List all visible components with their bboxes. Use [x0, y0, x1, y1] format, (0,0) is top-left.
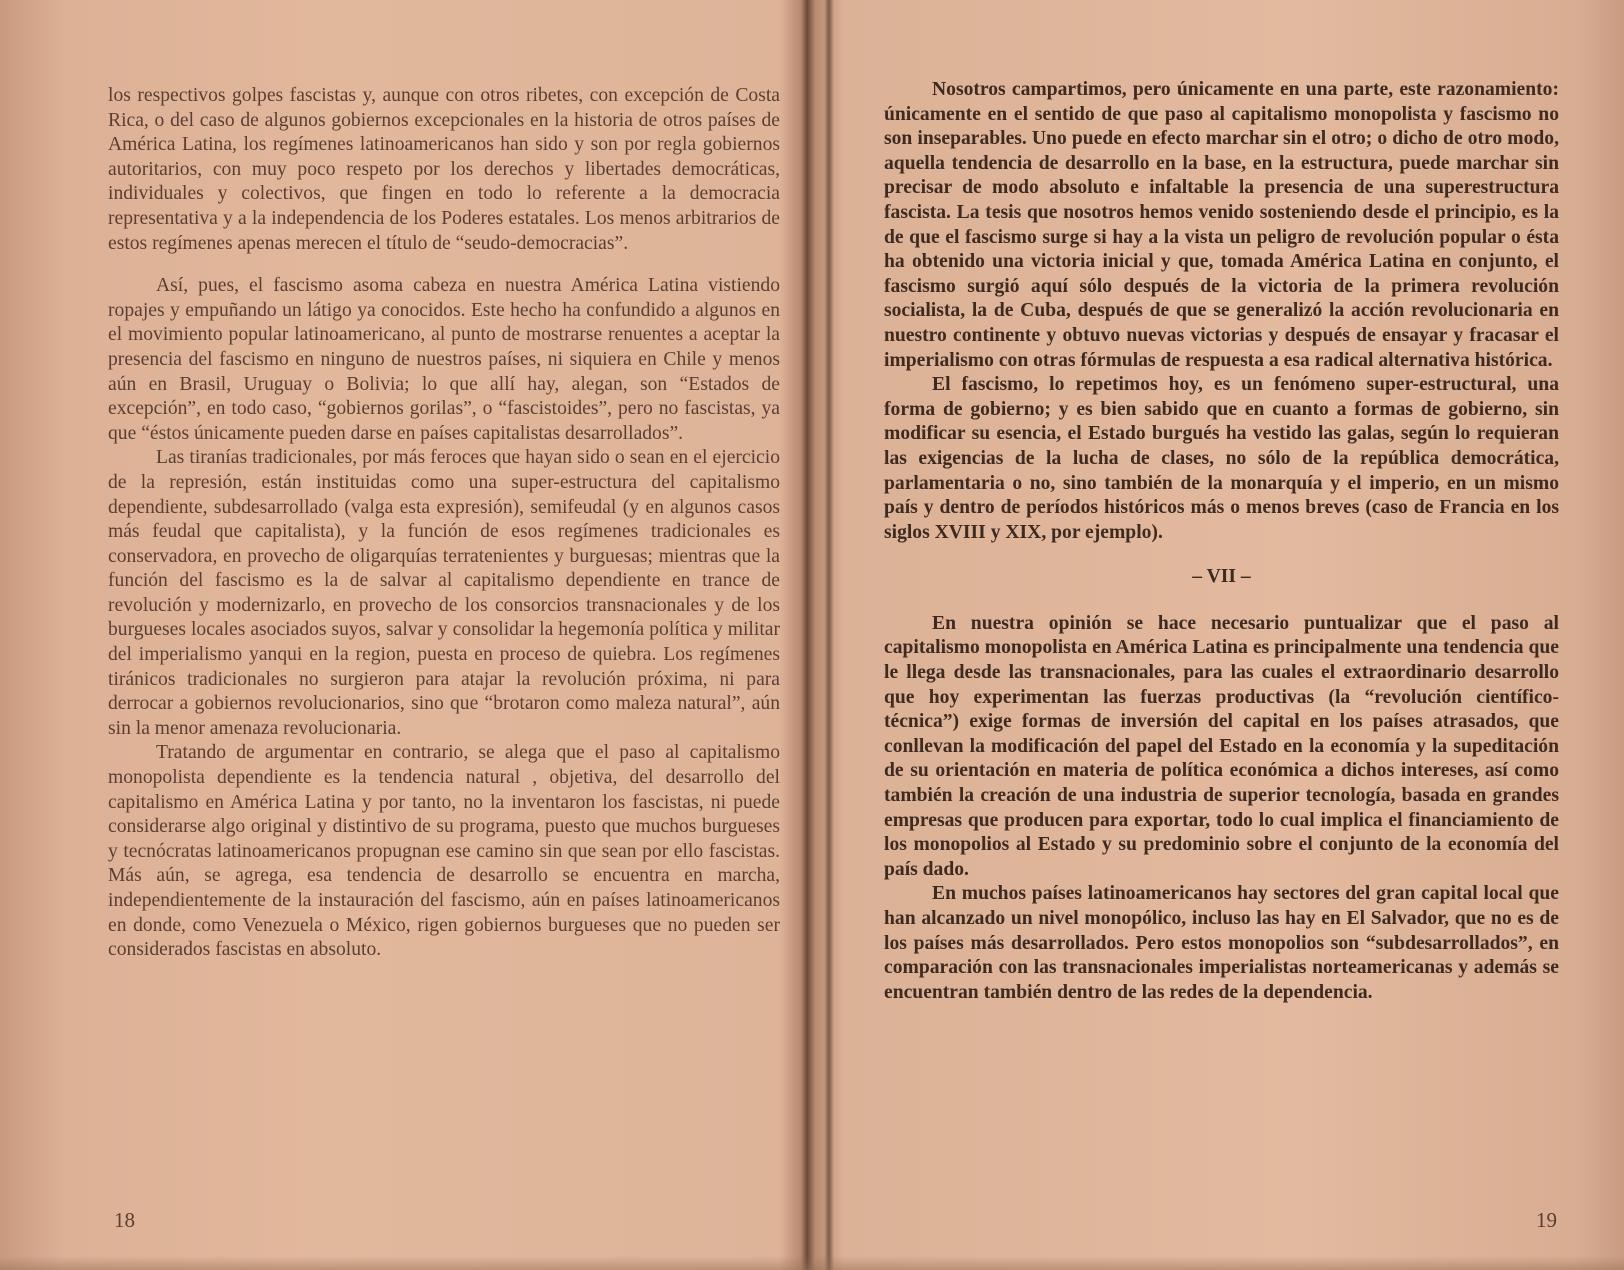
left-paragraph-2: Así, pues, el fascismo asoma cabeza en nuestra América Latina vistiendo ropajes y empuñando un látigo ya conocidos. Este hecho ha confundido a algunos en el movimiento popular latinoamericano, al punto de mostrarse renuentes a aceptar la presencia del fascismo en ninguno de nuestros países, ni siquiera en Chile y menos aún en Brasil, Uruguay o Bolivia; lo que allí hay, alegan, son “Estados de excepción”, en todo caso, “gobiernos gorilas”, o “fascistoides”, pero no fascistas, ya que “éstos únicamente pueden darse en países capitalistas desarrollados”. [108, 275, 780, 444]
right-page-body [884, 78, 1559, 1005]
page-number-right: 19 [1536, 1208, 1557, 1232]
left-paragraph-4: Tratando de argumentar en contrario, se alega que el paso al capitalismo monopolista dependiente es la tendencia natural , objetiva, del desarrollo del capitalismo en América Latina y por tanto, no la inventaron los fascistas, ni puede considerarse algo original y distintivo de su programa, puesto que muchos burgueses y tecnócratas latinoamericanos propugnan ese camino sin que sean por ello fascistas. Más aún, se agrega, esa tendencia de desarrollo se encuentra en marcha, independientemente de la instauración del fascismo, aún en países latinoamericanos en donde, como Venezuela o México, rigen gobiernos burgueses que no pueden ser considerados fascistas en absoluto. [108, 742, 780, 961]
right-paragraph-3: En nuestra opinión se hace necesario puntualizar que el paso al capitalismo monopolista en América Latina es principalmente una tendencia que le llega desde las transnacionales, para las cuales el extraordinario desarrollo que hoy experimentan las fuerzas productivas (la “revolución científico-técnica”) exige formas de inversión del capital en los países atrasados, que conllevan la modificación del papel del Estado en la economía y la supeditación de su orientación en materia de política económica a dichos intereses, así como también la creación de una industria de superior tecnología, basada en grandes empresas que producen para exportar, todo lo cual implica el financiamiento de los monopolios al Estado y su predominio sobre el conjunto de la economía del país dado. [884, 612, 1559, 880]
right-paragraph-2: El fascismo, lo repetimos hoy, es un fenómeno super-estructural, una forma de gobierno; y es bien sabido que en cuanto a formas de gobierno, sin modificar su esencia, el Estado burgués ha vestido las galas, según lo requieran las exigencias de la lucha de clases, no sólo de la república democrática, parlamentaria o no, sino también de la monarquía y el imperio, en un mismo país y dentro de períodos históricos más o menos breves (caso de Francia en los siglos XVIII y XIX, por ejemplo). [884, 374, 1559, 543]
right-paragraph-4: En muchos países latinoamericanos hay sectores del gran capital local que han alcanzado un nivel monopólico, incluso las hay en El Salvador, que no es de los países más desarrollados. Pero estos monopolios son “subdesarrollados”, en comparación con las transnacionales imperialistas norteamericanas y además se encuentran también dentro de las redes de la dependencia. [884, 883, 1559, 1003]
left-paragraph-3: Las tiranías tradicionales, por más feroces que hayan sido o sean en el ejercicio de la represión, están instituidas como una super-estructura del capitalismo dependiente, subdesarrollado (valga esta expresión), semifeudal (y en algunos casos más feudal que capitalista), y la función de esos regímenes tradicionales es conservadora, en provecho de oligarquías terratenientes y burguesas; mientras que la función del fascismo es la de salvar al capitalismo dependiente en trance de revolución y modernizarlo, en provecho de los consorcios transnacionales y de los burgueses locales asociados suyos, salvar y consolidar la hegemonía política y militar del imperialismo yanqui en la region, puesta en proceso de quiebra. Los regímenes tiránicos tradicionales no surgieron para atajar la revolución próxima, ni para derrocar a gobiernos revolucionarios, sino que “brotaron como maleza natural”, aún sin la menor amenaza revolucionaria. [108, 447, 780, 739]
left-page-body [108, 84, 780, 963]
page-number-left: 18 [114, 1208, 135, 1232]
section-heading: – VII – [1192, 566, 1251, 588]
right-paragraph-1: Nosotros campartimos, pero únicamente en una parte, este razonamiento: únicamente en el sentido de que paso al capitalismo monopolista y fascismo no son inseparables. Uno puede en efecto marchar sin el otro; o dicho de otro modo, aquella tendencia de desarrollo en la base, en la estructura, puede marchar sin precisar de modo absoluto e infaltable la presencia de una superestructura fascista. La tesis que nosotros hemos venido sosteniendo desde el principio, es la de que el fascismo surge si hay a la vista un peligro de revolución popular o ésta ha obtenido una victoria inicial y que, tomada América Latina en conjunto, el fascismo surgió aquí sólo después de la victoria de la primera revolución socialista, la de Cuba, después de que se generalizó la acción revolucionaria en nuestro continente y obtuvo nuevas victorias y después de ensayar y fracasar el imperialismo con otras fórmulas de respuesta a esa radical alternativa histórica. [884, 79, 1559, 371]
page-bottom-edge [0, 1256, 1624, 1270]
right-page [834, 0, 1624, 1270]
left-paragraph-1: los respectivos golpes fascistas y, aunque con otros ribetes, con excepción de Costa Rica, o del caso de algunos gobiernos excepcionales en la historia de otros países de América Latina, los regímenes latinoamericanos han sido y son por regla gobiernos autoritarios, con muy poco respeto por los derechos y libertades democráticas, individuales y colectivos, que fingen en todo lo referente a la democracia representativa y a la independencia de los Poderes estatales. Los menos arbitrarios de estos regímenes apenas merecen el título de “seudo-democracias”. [108, 85, 780, 254]
book-gutter [824, 0, 834, 1270]
